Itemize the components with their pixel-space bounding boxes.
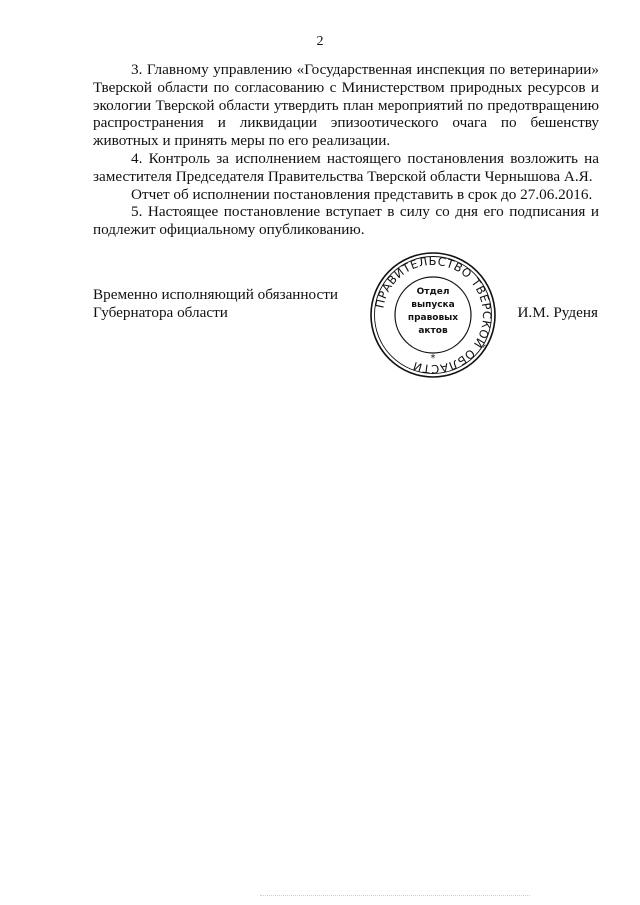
signature-position-line-2: Губернатора области <box>93 304 228 321</box>
signatory-name: И.М. Руденя <box>517 304 598 321</box>
stamp-center-line-4: актов <box>418 326 448 336</box>
document-body <box>93 61 599 239</box>
signature-position-line-1: Временно исполняющий обязанности <box>93 286 339 303</box>
paragraph-4: 4. Контроль за исполнением настоящего постановления возложить на заместителя Председателя Правительства Тверской области Чернышова А.Я. <box>93 149 599 185</box>
stamp-seal-icon <box>368 250 498 380</box>
signature-position <box>93 286 338 322</box>
stamp-ring-textpath: ПРАВИТЕЛЬСТВО ТВЕРСКОЙ ОБЛАСТИ <box>372 253 495 377</box>
paragraph-3: 3. Главному управлению «Государственная инспекция по ветеринарии» Тверской области по согласованию с Министерством природных ресурсов и экологии Тверской области утвердить план мероприятий по предотвращению распространения и ликвидации эпизоотического очага по бешенству животных и принять меры по его реализации. <box>93 61 599 150</box>
stamp-center-line-3: правовых <box>407 313 459 323</box>
official-stamp <box>368 250 498 380</box>
page-number: 2 <box>316 34 324 49</box>
paragraph-5: 5. Настоящее постановление вступает в силу со дня его подписания и подлежит официальному опубликованию. <box>93 203 599 239</box>
stamp-star: * <box>430 353 436 364</box>
stamp-center-line-1: Отдел <box>416 287 450 297</box>
stamp-center-line-2: выпуска <box>411 300 455 310</box>
paragraph-report: Отчет об исполнении постановления представить в срок до 27.06.2016. <box>131 185 593 203</box>
footer-divider <box>260 895 530 896</box>
